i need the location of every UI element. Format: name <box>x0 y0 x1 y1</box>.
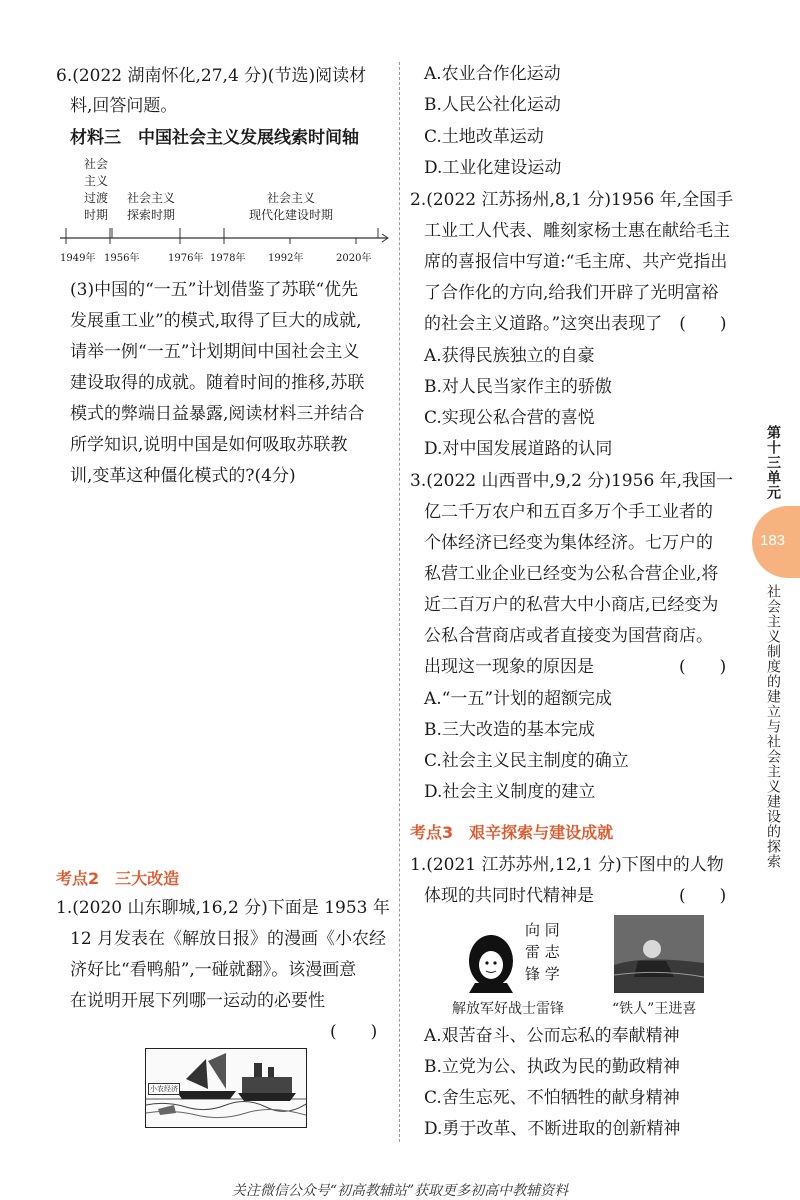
lei-feng-image <box>455 915 585 997</box>
column-divider <box>399 62 401 1142</box>
year-1992: 1992年 <box>268 253 304 264</box>
svg-text:雷 志: 雷 志 <box>525 943 560 961</box>
page-number: 183 <box>760 532 786 549</box>
cartoon-image <box>145 1048 307 1128</box>
year-1956: 1956年 <box>104 253 140 264</box>
svg-text:锋 学: 锋 学 <box>525 965 560 983</box>
timeline-period-3: 社会主义 现代化建设时期 <box>248 191 333 222</box>
unit-label: 第十三单元 <box>765 425 781 500</box>
timeline-period-1: 社会 主义 过渡 时期 <box>83 157 108 222</box>
section-heading-2: 考点2 三大改造 <box>56 869 180 888</box>
footer-text: 关注微信公众号“初高教辅站”获取更多初高中教辅资料 <box>231 1183 569 1199</box>
caption-lei-feng: 解放军好战士雷锋 <box>452 1001 564 1017</box>
year-1949: 1949年 <box>60 253 96 264</box>
svg-text:向 同: 向 同 <box>525 921 560 939</box>
chapter-title: 社会主义制度的建立与社会主义建设的探索 <box>765 584 781 869</box>
cartoon-label: 小农经济 <box>150 1085 178 1093</box>
wang-jinxi-image <box>614 915 704 993</box>
q6-line-1: 6.(2022 湖南怀化,27,4 分)(节选)阅读材 <box>56 66 367 86</box>
q6-line-2: 料,回答问题。 <box>70 96 178 116</box>
material-title: 材料三 中国社会主义发展线索时间轴 <box>70 128 359 148</box>
timeline-period-2: 社会主义 探索时期 <box>126 191 175 222</box>
timeline-axis <box>60 224 390 248</box>
section-heading-3: 考点3 艰辛探索与建设成就 <box>410 823 614 842</box>
year-1978: 1978年 <box>210 253 246 264</box>
year-1976: 1976年 <box>168 253 204 264</box>
year-2020: 2020年 <box>336 253 372 264</box>
answer-paren: ( ) <box>330 1022 378 1042</box>
caption-wang-jinxi: “铁人”王进喜 <box>612 1001 697 1017</box>
